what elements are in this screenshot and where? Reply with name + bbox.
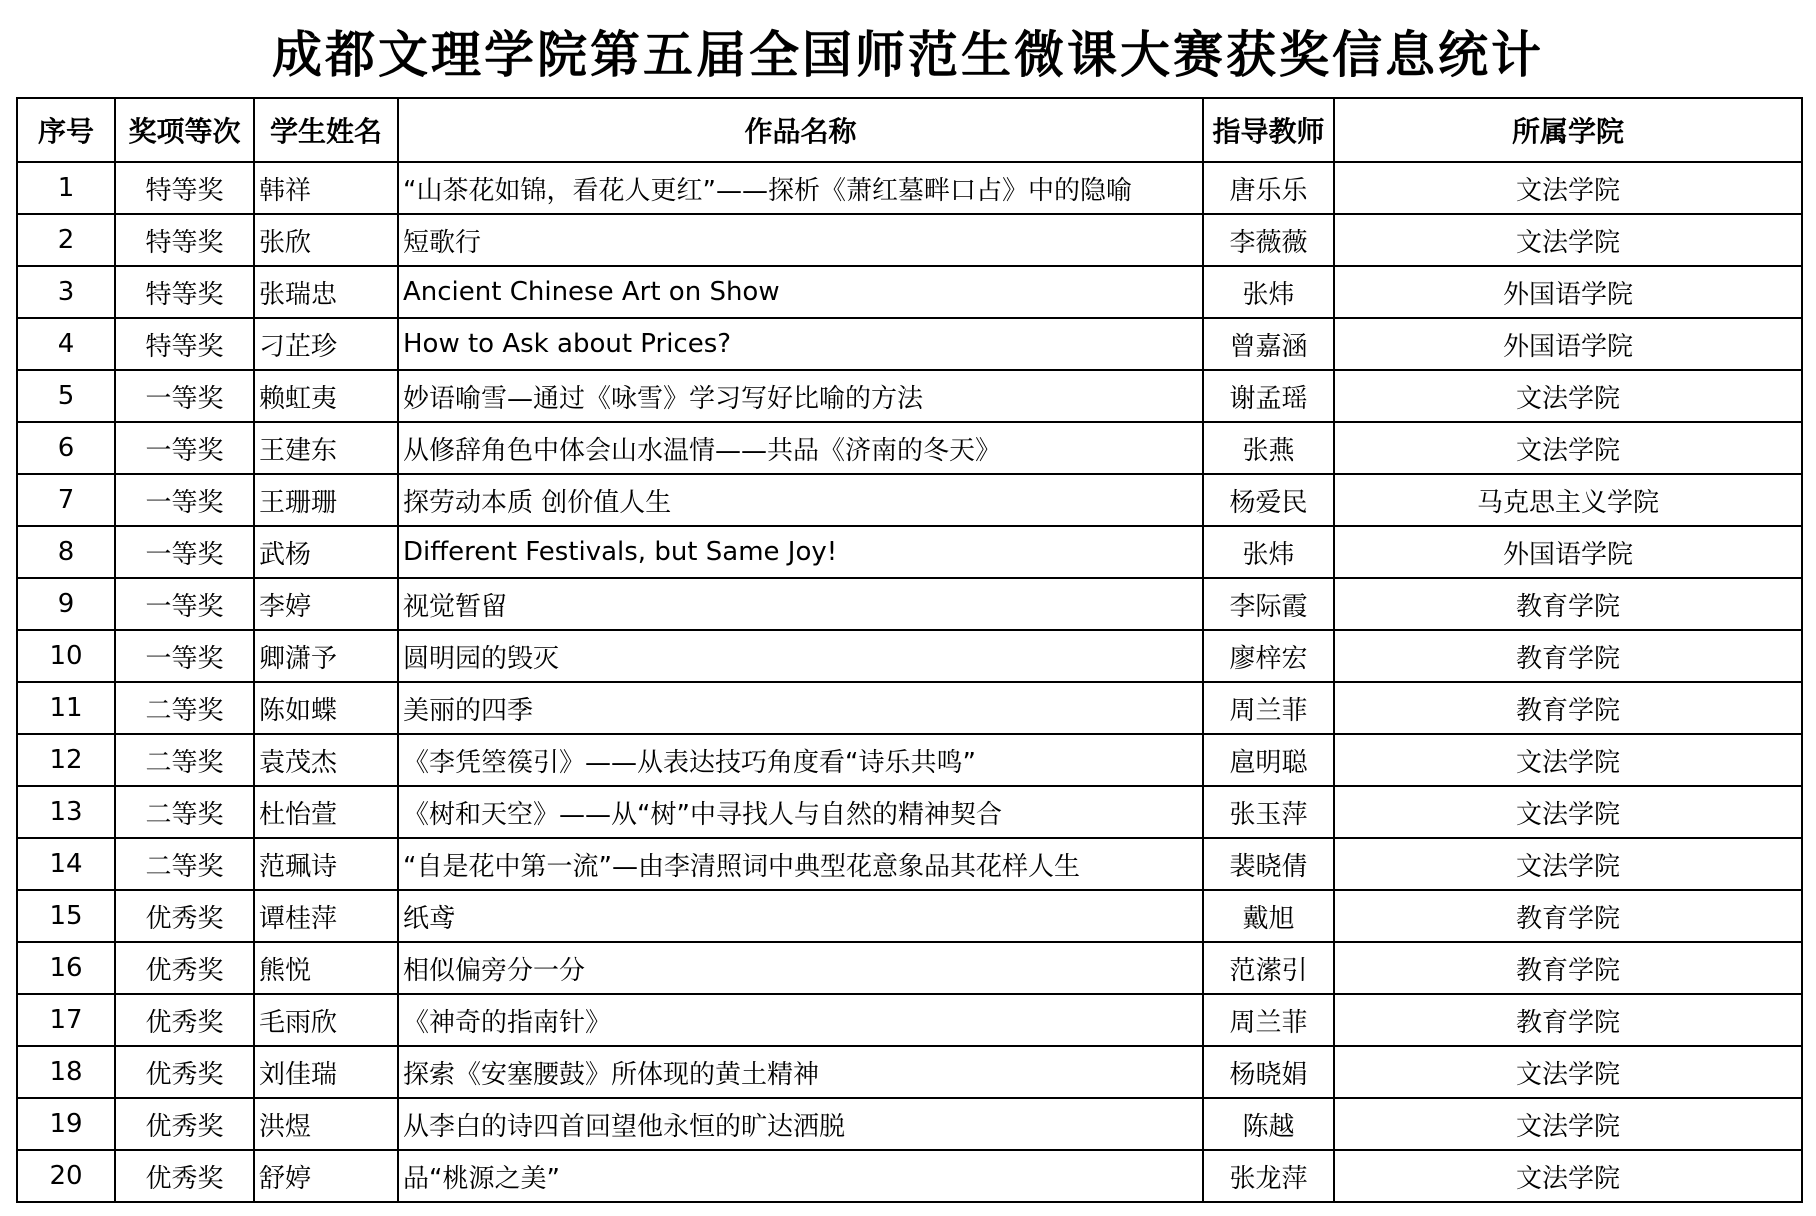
cell-college: 文法学院 — [1334, 370, 1802, 422]
cell-work-title: Ancient Chinese Art on Show — [398, 266, 1203, 318]
cell-advisor: 张燕 — [1203, 422, 1334, 474]
cell-advisor: 张炜 — [1203, 266, 1334, 318]
cell-advisor: 杨晓娟 — [1203, 1046, 1334, 1098]
cell-award-level: 优秀奖 — [115, 1150, 254, 1202]
cell-college: 教育学院 — [1334, 630, 1802, 682]
cell-advisor: 李际霞 — [1203, 578, 1334, 630]
cell-student-name: 洪煜 — [254, 1098, 398, 1150]
header-student-name: 学生姓名 — [254, 98, 398, 162]
cell-student-name: 陈如蝶 — [254, 682, 398, 734]
table-row — [17, 994, 1802, 1046]
cell-student-name: 王建东 — [254, 422, 398, 474]
cell-award-level: 一等奖 — [115, 370, 254, 422]
cell-work-title: 从李白的诗四首回望他永恒的旷达洒脱 — [398, 1098, 1203, 1150]
cell-award-level: 特等奖 — [115, 162, 254, 214]
table-row — [17, 1098, 1802, 1150]
cell-work-title: 《李凭箜篌引》——从表达技巧角度看“诗乐共鸣” — [398, 734, 1203, 786]
table-header-row — [17, 98, 1802, 162]
header-advisor: 指导教师 — [1203, 98, 1334, 162]
cell-student-name: 毛雨欣 — [254, 994, 398, 1046]
cell-advisor: 张炜 — [1203, 526, 1334, 578]
cell-work-title: How to Ask about Prices? — [398, 318, 1203, 370]
cell-work-title: 《树和天空》——从“树”中寻找人与自然的精神契合 — [398, 786, 1203, 838]
cell-index: 8 — [17, 526, 115, 578]
document-title: 成都文理学院第五届全国师范生微课大赛获奖信息统计 — [272, 25, 1544, 84]
cell-student-name: 赖虹夷 — [254, 370, 398, 422]
cell-work-title: 《神奇的指南针》 — [398, 994, 1203, 1046]
table-row — [17, 734, 1802, 786]
cell-work-title: 品“桃源之美” — [398, 1150, 1203, 1202]
cell-college: 文法学院 — [1334, 1046, 1802, 1098]
cell-index: 11 — [17, 682, 115, 734]
cell-index: 13 — [17, 786, 115, 838]
cell-award-level: 优秀奖 — [115, 1046, 254, 1098]
cell-award-level: 一等奖 — [115, 526, 254, 578]
cell-advisor: 周兰菲 — [1203, 682, 1334, 734]
cell-student-name: 熊悦 — [254, 942, 398, 994]
cell-index: 9 — [17, 578, 115, 630]
cell-advisor: 裴晓倩 — [1203, 838, 1334, 890]
cell-index: 3 — [17, 266, 115, 318]
cell-work-title: 妙语喻雪—通过《咏雪》学习写好比喻的方法 — [398, 370, 1203, 422]
cell-college: 外国语学院 — [1334, 318, 1802, 370]
cell-student-name: 舒婷 — [254, 1150, 398, 1202]
header-work-title: 作品名称 — [398, 98, 1203, 162]
cell-college: 文法学院 — [1334, 786, 1802, 838]
cell-award-level: 优秀奖 — [115, 942, 254, 994]
table-row — [17, 526, 1802, 578]
table-row — [17, 1150, 1802, 1202]
cell-college: 文法学院 — [1334, 214, 1802, 266]
cell-college: 教育学院 — [1334, 994, 1802, 1046]
cell-index: 15 — [17, 890, 115, 942]
cell-index: 17 — [17, 994, 115, 1046]
cell-award-level: 二等奖 — [115, 682, 254, 734]
cell-award-level: 优秀奖 — [115, 1098, 254, 1150]
cell-work-title: 探劳动本质 创价值人生 — [398, 474, 1203, 526]
cell-student-name: 韩祥 — [254, 162, 398, 214]
table-row — [17, 942, 1802, 994]
cell-index: 5 — [17, 370, 115, 422]
cell-college: 教育学院 — [1334, 942, 1802, 994]
cell-advisor: 曾嘉涵 — [1203, 318, 1334, 370]
cell-student-name: 刘佳瑞 — [254, 1046, 398, 1098]
cell-college: 外国语学院 — [1334, 266, 1802, 318]
cell-advisor: 范潆引 — [1203, 942, 1334, 994]
table-row — [17, 318, 1802, 370]
cell-award-level: 二等奖 — [115, 838, 254, 890]
cell-student-name: 刁芷珍 — [254, 318, 398, 370]
cell-advisor: 李薇薇 — [1203, 214, 1334, 266]
table-row — [17, 786, 1802, 838]
cell-student-name: 卿潇予 — [254, 630, 398, 682]
cell-index: 4 — [17, 318, 115, 370]
cell-advisor: 扈明聪 — [1203, 734, 1334, 786]
cell-college: 文法学院 — [1334, 422, 1802, 474]
table-row — [17, 1046, 1802, 1098]
cell-work-title: “自是花中第一流”—由李清照词中典型花意象品其花样人生 — [398, 838, 1203, 890]
cell-award-level: 特等奖 — [115, 214, 254, 266]
cell-college: 文法学院 — [1334, 1150, 1802, 1202]
cell-index: 2 — [17, 214, 115, 266]
cell-award-level: 二等奖 — [115, 786, 254, 838]
table-row — [17, 578, 1802, 630]
cell-award-level: 一等奖 — [115, 578, 254, 630]
table-row — [17, 214, 1802, 266]
header-award-level: 奖项等次 — [115, 98, 254, 162]
cell-index: 16 — [17, 942, 115, 994]
cell-work-title: 相似偏旁分一分 — [398, 942, 1203, 994]
table-row — [17, 162, 1802, 214]
cell-award-level: 一等奖 — [115, 630, 254, 682]
cell-advisor: 张龙萍 — [1203, 1150, 1334, 1202]
cell-work-title: 圆明园的毁灭 — [398, 630, 1203, 682]
cell-award-level: 一等奖 — [115, 474, 254, 526]
cell-award-level: 二等奖 — [115, 734, 254, 786]
cell-work-title: Different Festivals, but Same Joy! — [398, 526, 1203, 578]
cell-college: 教育学院 — [1334, 682, 1802, 734]
table-row — [17, 422, 1802, 474]
awards-table — [16, 97, 1803, 1203]
table-row — [17, 838, 1802, 890]
cell-student-name: 范珮诗 — [254, 838, 398, 890]
table-row — [17, 266, 1802, 318]
table-row — [17, 890, 1802, 942]
cell-college: 文法学院 — [1334, 734, 1802, 786]
cell-index: 1 — [17, 162, 115, 214]
cell-award-level: 特等奖 — [115, 266, 254, 318]
cell-advisor: 陈越 — [1203, 1098, 1334, 1150]
cell-student-name: 武杨 — [254, 526, 398, 578]
cell-advisor: 唐乐乐 — [1203, 162, 1334, 214]
cell-college: 教育学院 — [1334, 890, 1802, 942]
cell-college: 文法学院 — [1334, 1098, 1802, 1150]
cell-award-level: 优秀奖 — [115, 890, 254, 942]
cell-student-name: 张欣 — [254, 214, 398, 266]
cell-index: 12 — [17, 734, 115, 786]
table-row — [17, 682, 1802, 734]
table-row — [17, 474, 1802, 526]
cell-student-name: 杜怡萱 — [254, 786, 398, 838]
cell-work-title: 纸鸢 — [398, 890, 1203, 942]
cell-index: 7 — [17, 474, 115, 526]
cell-college: 教育学院 — [1334, 578, 1802, 630]
cell-college: 马克思主义学院 — [1334, 474, 1802, 526]
cell-index: 10 — [17, 630, 115, 682]
cell-advisor: 戴旭 — [1203, 890, 1334, 942]
cell-award-level: 特等奖 — [115, 318, 254, 370]
cell-student-name: 李婷 — [254, 578, 398, 630]
cell-index: 6 — [17, 422, 115, 474]
table-row — [17, 630, 1802, 682]
header-index: 序号 — [17, 98, 115, 162]
cell-work-title: 短歌行 — [398, 214, 1203, 266]
cell-student-name: 谭桂萍 — [254, 890, 398, 942]
cell-work-title: 从修辞角色中体会山水温情——共品《济南的冬天》 — [398, 422, 1203, 474]
header-college: 所属学院 — [1334, 98, 1802, 162]
cell-student-name: 王珊珊 — [254, 474, 398, 526]
cell-student-name: 袁茂杰 — [254, 734, 398, 786]
cell-advisor: 张玉萍 — [1203, 786, 1334, 838]
cell-college: 文法学院 — [1334, 838, 1802, 890]
cell-advisor: 廖梓宏 — [1203, 630, 1334, 682]
cell-index: 14 — [17, 838, 115, 890]
cell-student-name: 张瑞忠 — [254, 266, 398, 318]
cell-college: 外国语学院 — [1334, 526, 1802, 578]
table-row — [17, 370, 1802, 422]
cell-college: 文法学院 — [1334, 162, 1802, 214]
cell-index: 18 — [17, 1046, 115, 1098]
cell-advisor: 周兰菲 — [1203, 994, 1334, 1046]
cell-award-level: 优秀奖 — [115, 994, 254, 1046]
cell-work-title: “山茶花如锦，看花人更红”——探析《萧红墓畔口占》中的隐喻 — [398, 162, 1203, 214]
cell-award-level: 一等奖 — [115, 422, 254, 474]
cell-index: 19 — [17, 1098, 115, 1150]
cell-work-title: 视觉暂留 — [398, 578, 1203, 630]
cell-work-title: 探索《安塞腰鼓》所体现的黄土精神 — [398, 1046, 1203, 1098]
cell-advisor: 杨爱民 — [1203, 474, 1334, 526]
cell-advisor: 谢孟瑶 — [1203, 370, 1334, 422]
cell-index: 20 — [17, 1150, 115, 1202]
cell-work-title: 美丽的四季 — [398, 682, 1203, 734]
